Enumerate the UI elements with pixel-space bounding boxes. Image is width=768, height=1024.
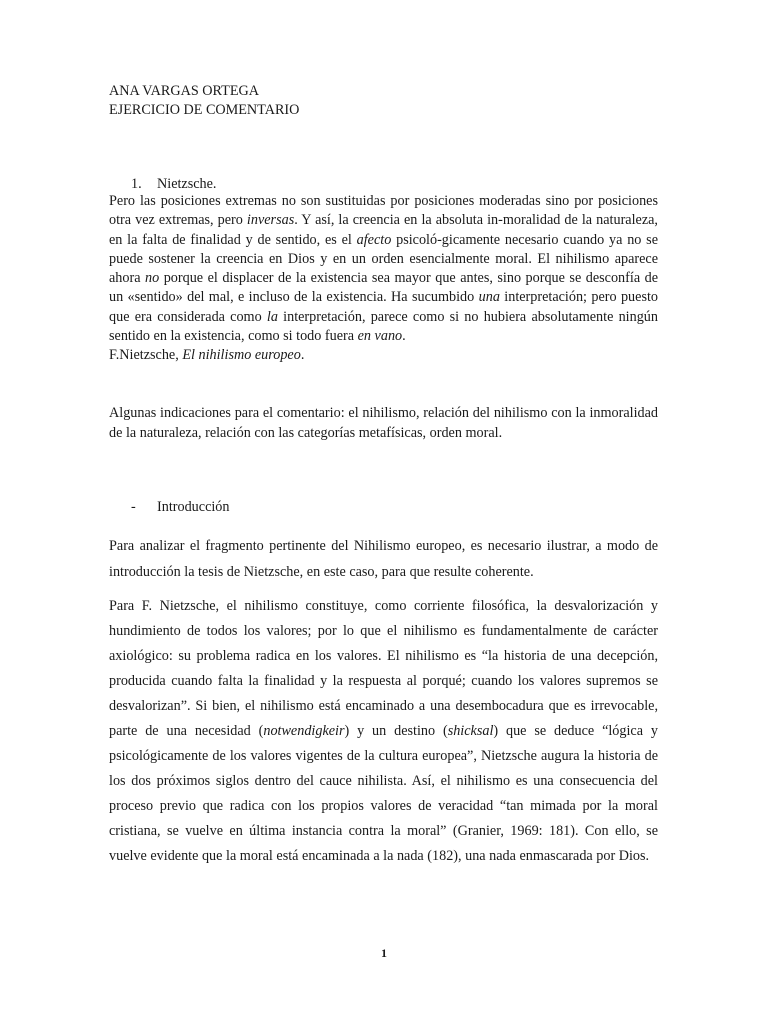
document-header xyxy=(109,82,299,120)
list-dash: - xyxy=(131,499,136,515)
section-title: Nietzsche. xyxy=(157,176,217,192)
paragraph-text: Para F. Nietzsche, el nihilismo constituye, como corriente filosófica, la desvalorización y hundimiento de todos los valores; por lo que el nihilismo es fundamentalmente de carácter axiológico: su problema radica en los valores. El nihilismo es “la historia de una decepción, producida cuando falta la finalidad y la respuesta al porqué; cuando los valores supremos se desvalorizan”. Si bien, el nihilismo está encaminado a una desembocadura que es irrevocable, parte de una necesidad (notwendigkeir) y un destino (shicksal) que se deduce “lógica y psicológicamente de los valores vigentes de la cultura europea”, Nietzsche augura la historia de los dos próximos siglos dentro del cauce nihilista. Así, el nihilismo es una consecuencia del proceso previo que radica con los propios valores de veracidad “tan mimada por la moral cristiana, se vuelve en última instancia contra la moral” (Granier, 1969: 181). Con ello, se vuelve evidente que la moral está encaminada a la nada (182), una nada enmascarada por Dios. xyxy=(109,598,658,864)
document-subtitle: EJERCICIO DE COMENTARIO xyxy=(109,102,300,118)
commentary-indications xyxy=(109,403,658,443)
section-heading-nietzsche xyxy=(131,176,216,193)
section-title: Introducción xyxy=(157,499,230,515)
nietzsche-quote xyxy=(109,192,658,366)
page-number: 1 xyxy=(381,946,387,960)
indications-text: Algunas indicaciones para el comentario: el nihilismo, relación del nihilismo con la inmoralidad de la naturaleza, relación con las categorías metafísicas, orden moral. xyxy=(109,405,658,441)
quote-attribution: F.Nietzsche, El nihilismo europeo. xyxy=(109,347,305,364)
intro-paragraph-2 xyxy=(109,594,658,869)
intro-paragraph-1 xyxy=(109,533,658,585)
paragraph-text: Para analizar el fragmento pertinente del Nihilismo europeo, es necesario ilustrar, a modo de introducción la tesis de Nietzsche, en este caso, para que resulte coherente. xyxy=(109,538,658,580)
author-name: ANA VARGAS ORTEGA xyxy=(109,83,259,99)
section-number: 1. xyxy=(131,176,142,192)
section-heading-introduccion xyxy=(131,499,230,516)
quote-text: Pero las posiciones extremas no son sustituidas por posiciones moderadas sino por posiciones otra vez extremas, pero inversas. Y así, la creencia en la absoluta in-moralidad de la naturaleza, en la falta de finalidad y de sentido, es el afecto psicoló-gicamente necesario cuando ya no se puede sostener la creencia en Dios y en un orden esencialmente moral. El nihilismo aparece ahora no porque el displacer de la existencia sea mayor que antes, sino porque se desconfía de un «sentido» del mal, e incluso de la existencia. Ha sucumbido una interpretación; pero puesto que era considerada como la interpretación, parece como si no hubiera absolutamente ningún sentido en la existencia, como si todo fuera en vano. xyxy=(109,193,658,345)
